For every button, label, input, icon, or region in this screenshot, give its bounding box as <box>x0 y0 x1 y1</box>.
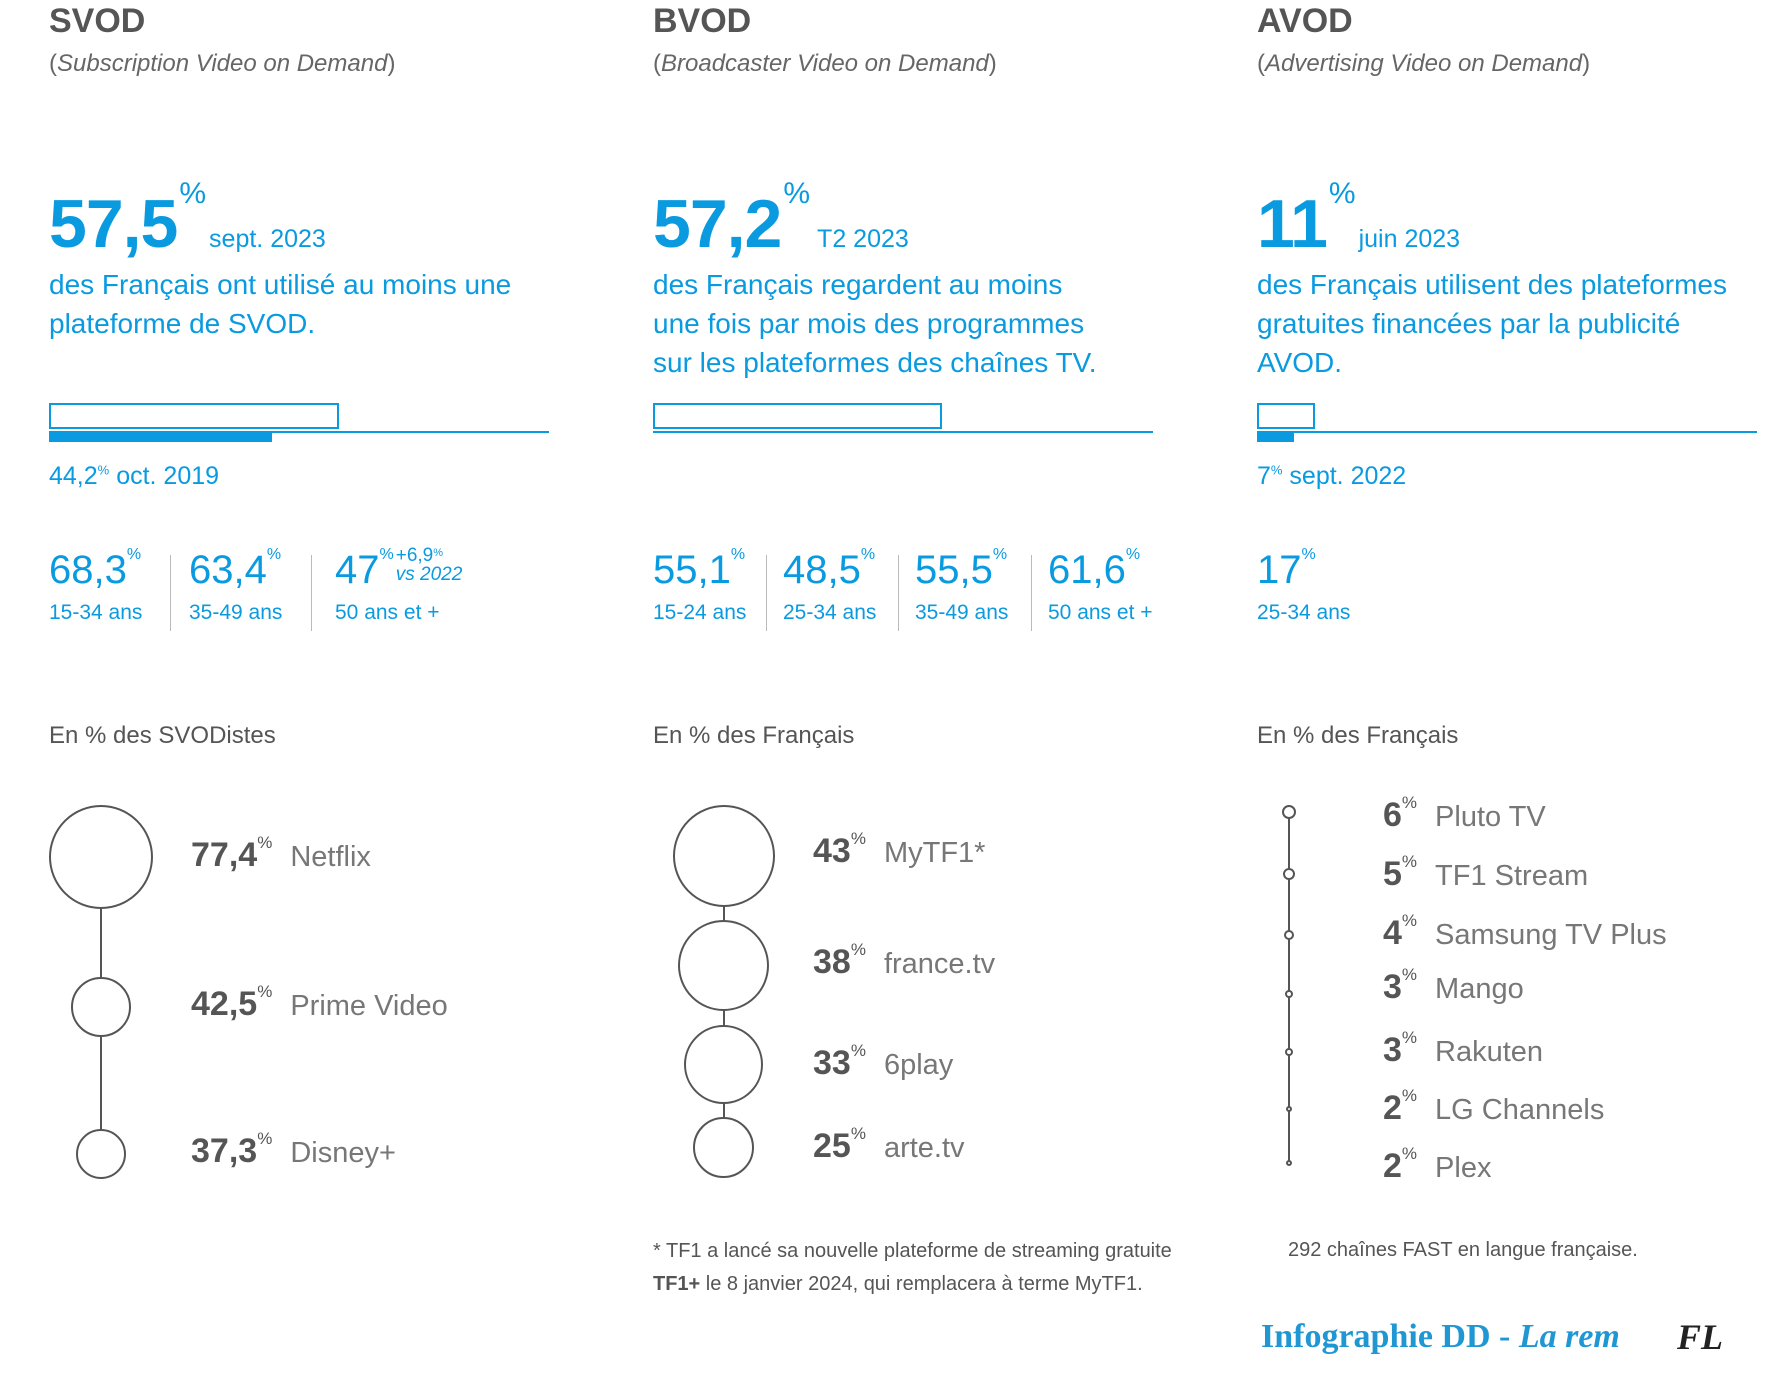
svod-bar-previous <box>49 433 272 442</box>
bvod-bar-baseline <box>653 431 1153 433</box>
bvod-description: des Français regardent au moins une fois par mois des programmes sur les plateformes des chaînes TV. <box>653 269 1097 378</box>
svod-description: des Français ont utilisé au moins une plateforme de SVOD. <box>49 269 512 339</box>
divider <box>1031 555 1032 631</box>
avod-dot-rakuten <box>1285 1048 1293 1056</box>
bvod-platform-france-tv: 38% france.tv <box>813 940 996 981</box>
credit-infographie: Infographie DD - La rem <box>1261 1318 1620 1355</box>
avod-description: des Français utilisent des plateformes gratuites financées par la publicité AVOD. <box>1257 269 1727 378</box>
bvod-circle-france-tv <box>678 920 769 1011</box>
avod-dot-samsung-tv-plus <box>1284 930 1294 940</box>
avod-subtitle: (Advertising Video on Demand) <box>1257 50 1591 77</box>
avod-platform-tf1-stream: 5% TF1 Stream <box>1383 852 1589 893</box>
svod-platform-netflix: 77,4% Netflix <box>191 833 371 874</box>
svod-previous: 44,2% oct. 2019 <box>49 462 220 490</box>
avod-section-label: En % des Français <box>1257 722 1459 749</box>
avod-dot-plex <box>1286 1160 1292 1166</box>
fl-logo: FL <box>1677 1317 1724 1357</box>
avod-platform-mango: 3% Mango <box>1383 965 1524 1006</box>
bvod-age-3: 55,5% 35-49 ans <box>915 546 1009 624</box>
avod-column <box>1257 0 1777 1395</box>
svod-title: SVOD <box>49 2 146 40</box>
avod-headline-date: juin 2023 <box>1358 225 1461 253</box>
svod-circle-prime-video <box>71 977 131 1037</box>
avod-platform-samsung-tv-plus: 4% Samsung TV Plus <box>1383 911 1667 952</box>
bvod-platform-arte-tv: 25% arte.tv <box>813 1124 965 1165</box>
avod-platform-rakuten: 3% Rakuten <box>1383 1028 1544 1069</box>
svod-age-3: 47% +6,9% vs 2022 50 ans et + <box>335 545 463 624</box>
avod-footnote: 292 chaînes FAST en langue française. <box>1288 1239 1638 1261</box>
bvod-age-2: 48,5% 25-34 ans <box>783 546 877 624</box>
avod-platform-plex: 2% Plex <box>1383 1144 1492 1185</box>
bvod-circle-mytf1 <box>673 805 775 907</box>
avod-bar-previous <box>1257 433 1294 442</box>
bvod-circle-arte-tv <box>693 1117 754 1178</box>
divider <box>311 555 312 631</box>
bvod-column <box>653 0 1213 1395</box>
svod-headline-value: 57,5 <box>49 186 178 262</box>
bvod-platform-mytf1: 43% MyTF1* <box>813 829 986 870</box>
bvod-headline-value: 57,2 <box>653 186 782 262</box>
bvod-section-label: En % des Français <box>653 722 855 749</box>
bvod-age-4: 61,6% 50 ans et + <box>1048 546 1153 624</box>
avod-bar-current <box>1257 403 1315 429</box>
avod-platform-lg-channels: 2% LG Channels <box>1383 1086 1605 1127</box>
avod-age-1: 17% 25-34 ans <box>1257 546 1351 624</box>
avod-headline: 11%juin 2023 <box>1257 177 1461 262</box>
svod-subtitle: (Subscription Video on Demand) <box>49 50 396 77</box>
bvod-age-1: 55,1% 15-24 ans <box>653 546 747 624</box>
avod-dot-lg-channels <box>1286 1106 1292 1112</box>
bvod-headline-date: T2 2023 <box>817 225 909 253</box>
svod-headline: 57,5%sept. 2023 <box>49 177 326 262</box>
svod-headline-date: sept. 2023 <box>209 225 326 253</box>
avod-title: AVOD <box>1257 2 1353 40</box>
svod-circle-netflix <box>49 805 153 909</box>
bvod-bar-current <box>653 403 942 429</box>
avod-dot-mango <box>1285 990 1293 998</box>
avod-dot-pluto-tv <box>1282 805 1296 819</box>
svod-age-3-change: +6,9% vs 2022 <box>395 545 463 585</box>
svod-platform-disney: 37,3% Disney+ <box>191 1129 396 1170</box>
divider <box>766 555 767 631</box>
avod-previous: 7% sept. 2022 <box>1257 462 1407 490</box>
svod-platform-prime-video: 42,5% Prime Video <box>191 982 448 1023</box>
bvod-headline: 57,2%T2 2023 <box>653 177 909 262</box>
avod-platform-pluto-tv: 6% Pluto TV <box>1383 793 1546 834</box>
svod-age-1: 68,3% 15-34 ans <box>49 546 143 624</box>
divider <box>898 555 899 631</box>
svod-section-label: En % des SVODistes <box>49 722 276 749</box>
avod-bar-baseline <box>1257 431 1757 433</box>
bvod-circle-6play <box>684 1025 763 1104</box>
avod-headline-value: 11 <box>1257 186 1327 262</box>
svod-column <box>49 0 609 1395</box>
bvod-title: BVOD <box>653 2 752 40</box>
avod-dot-tf1-stream <box>1283 868 1295 880</box>
svod-age-2: 63,4% 35-49 ans <box>189 546 283 624</box>
divider <box>170 555 171 631</box>
bvod-subtitle: (Broadcaster Video on Demand) <box>653 50 997 77</box>
svod-bar-current <box>49 403 339 429</box>
bvod-platform-6play: 33% 6play <box>813 1041 954 1082</box>
bvod-footnote: * TF1 a lancé sa nouvelle plateforme de streaming gratuite TF1+ le 8 janvier 2024, qui remplacera à terme MyTF1. <box>653 1240 1172 1295</box>
svod-circle-disney <box>76 1129 126 1179</box>
